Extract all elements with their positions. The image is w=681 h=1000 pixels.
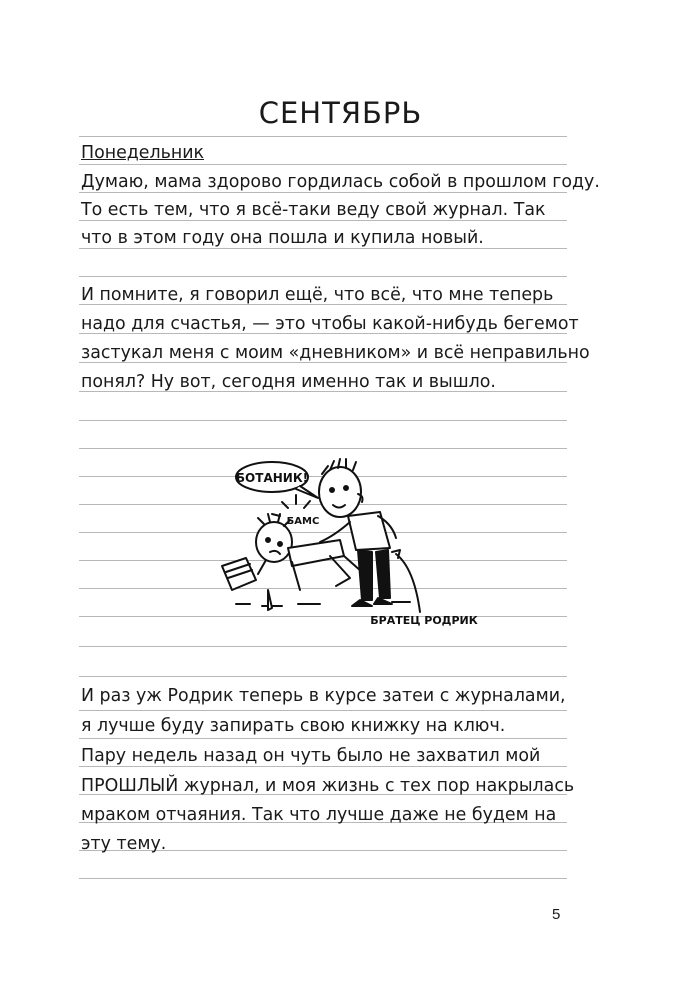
text-line: я лучше буду запирать свою книжку на ключ. [81, 716, 506, 736]
page-title: СЕНТЯБРЬ [258, 96, 423, 130]
text-line: То есть тем, что я всё-таки веду свой журнал. Так [81, 200, 546, 220]
text-line: застукал меня с моим «дневником» и всё неправильно [81, 343, 590, 363]
greg-head [256, 522, 292, 562]
sound-effect-text: БАМС [286, 516, 320, 527]
text-line: Пару недель назад он чуть было не захватил мой [81, 746, 541, 766]
text-line: И помните, я говорил ещё, что всё, что мне теперь [81, 285, 554, 305]
speech-text: БОТАНИК! [235, 471, 309, 485]
rodrick-body [348, 512, 390, 550]
text-line: надо для счастья, — это чтобы какой-нибудь бегемот [81, 314, 579, 334]
text-line: мраком отчаяния. Так что лучше даже не будем на [81, 805, 557, 825]
rodrick-head [319, 467, 361, 517]
day-heading: Понедельник [81, 143, 205, 163]
text-line: что в этом году она пошла и купила новый. [81, 228, 484, 248]
caption-arrow [396, 554, 420, 612]
text-line: понял? Ну вот, сегодня именно так и вышло. [81, 372, 496, 392]
page-number: 5 [552, 906, 561, 923]
pencil [268, 590, 272, 610]
text-line: Думаю, мама здорово гордилась собой в прошлом году. [81, 172, 600, 192]
text-line: эту тему. [81, 834, 167, 854]
illustration-caption: БРАТЕЦ РОДРИК [370, 614, 478, 627]
text-line: И раз уж Родрик теперь в курсе затеи с журналами, [81, 686, 566, 706]
text-line: ПРОШЛЫЙ журнал, и моя жизнь с тех пор накрылась [81, 776, 575, 796]
